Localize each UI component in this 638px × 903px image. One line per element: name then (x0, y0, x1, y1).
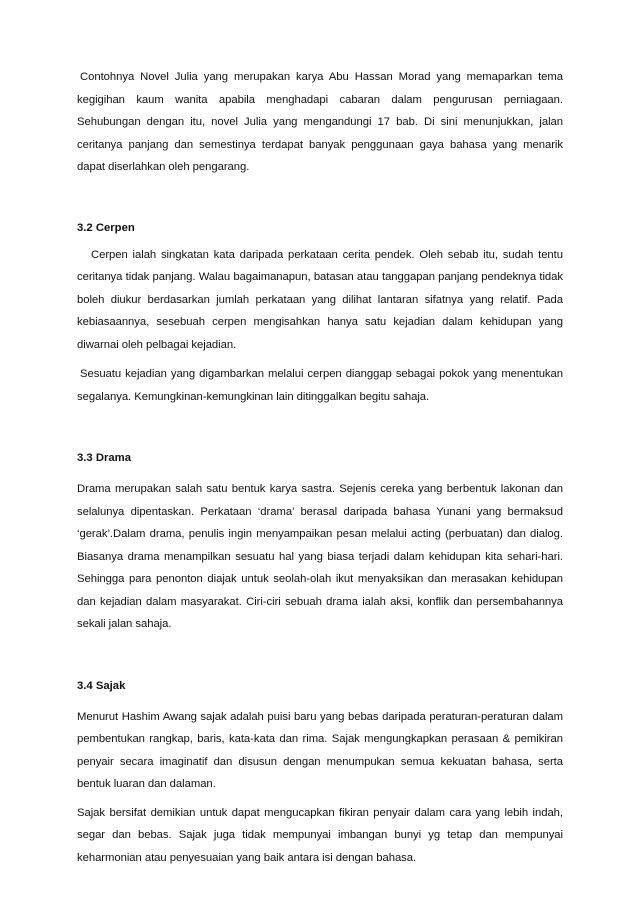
document-page (77, 66, 563, 869)
sajak-paragraph-1: Menurut Hashim Awang sajak adalah puisi baru yang bebas daripada peraturan-peraturan dalam pembentukan rangkap, baris, kata-kata dan rima. Sajak mengungkapkan perasaan & pemikiran penyair secara imaginatif dan disusun dengan menumpukan semua kekuatan bahasa, serta bentuk luaran dan dalaman. (77, 710, 563, 790)
novel-example-paragraph: Contohnya Novel Julia yang merupakan karya Abu Hassan Morad yang memaparkan tema kegigihan kaum wanita apabila menghadapi cabaran dalam pengurusan perniagaan. Sehubungan dengan itu, novel Julia yang mengandungi 17 bab. Di sini menunjukkan, jalan ceritanya panjang dan semestinya terdapat banyak penggunaan gaya bahasa yang menarik dapat diserlahkan oleh pengarang. (77, 71, 563, 173)
sajak-paragraph-2: Sajak bersifat demikian untuk dapat mengucapkan fikiran penyair dalam cara yang lebih indah, segar dan bebas. Sajak juga tidak mempunyai imbangan bunyi yg tetap dan mempunyai keharmonian atau penyesuaian yang baik antara isi dengan bahasa. (77, 806, 563, 864)
section-heading-drama: 3.3 Drama (77, 452, 132, 464)
section-heading-cerpen: 3.2 Cerpen (77, 221, 135, 234)
cerpen-paragraph-1: Cerpen ialah singkatan kata daripada perkataan cerita pendek. Oleh sebab itu, sudah tentu ceritanya tidak panjang. Walau bagaimanapun, batasan atau tanggapan panjang pendeknya tidak boleh diukur berdasarkan jumlah perkataan yang dilihat lantaran sifatnya yang relatif. Pada kebiasaannya, sesebuah cerpen mengisahkan hanya satu kejadian dalam kehidupan yang diwarnai oleh pelbagai kejadian. (77, 248, 563, 351)
drama-paragraph-1: Drama merupakan salah satu bentuk karya sastra. Sejenis cereka yang berbentuk lakonan dan selalunya dipentaskan. Perkataan ‘drama’ berasal daripada bahasa Yunani yang bermaksud ‘gerak’.Dalam drama, penulis ingin menyampaikan pesan melalui acting (perbuatan) dan dialog. Biasanya drama menampilkan sesuatu hal yang biasa terjadi dalam kehidupan kita sehari-hari. Sehingga para penonton diajak untuk seolah-olah ikut menyaksikan dan merasakan kehidupan dan kejadian dalam masyarakat. Ciri-ciri sebuah drama ialah aksi, konflik dan persembahannya sekali jalan sahaja. (77, 483, 563, 630)
cerpen-paragraph-2: Sesuatu kejadian yang digambarkan melalui cerpen dianggap sebagai pokok yang menentukan segalanya. Kemungkinan-kemungkinan lain ditinggalkan begitu sahaja. (77, 368, 563, 403)
section-heading-sajak: 3.4 Sajak (77, 679, 126, 692)
